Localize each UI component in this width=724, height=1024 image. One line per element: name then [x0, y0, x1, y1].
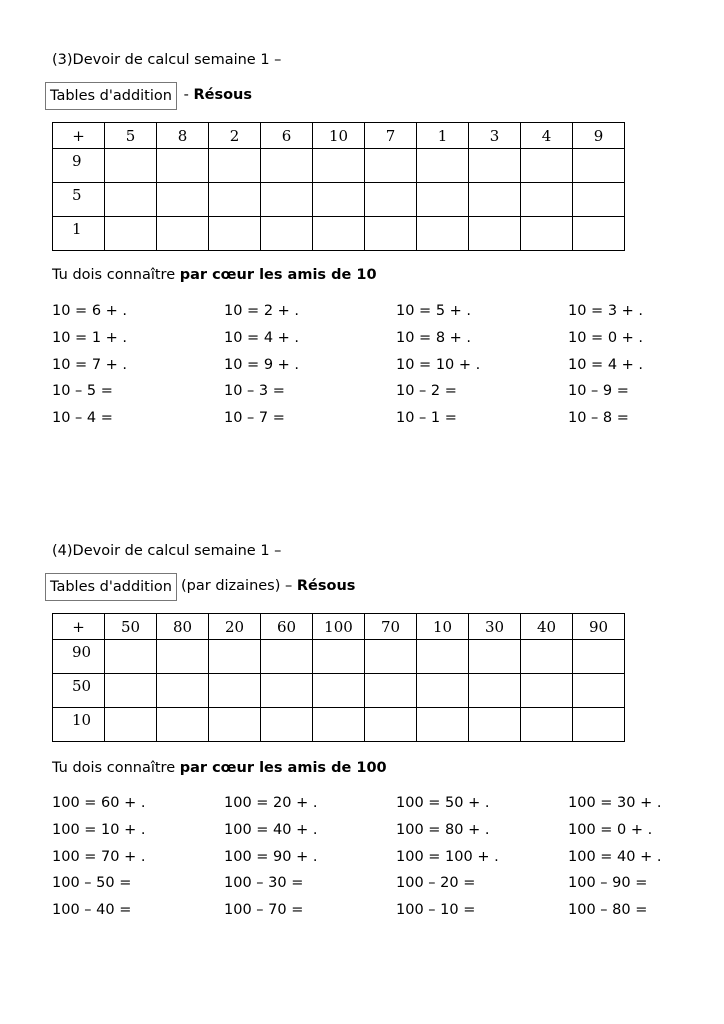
exercise-item: 100 = 10 + .: [52, 821, 146, 838]
table-corner-plus: +: [53, 614, 105, 640]
exercise-item: 100 = 50 + .: [396, 795, 490, 811]
answer-cell[interactable]: [209, 217, 261, 251]
section2-heading-line: [181, 578, 355, 594]
section1-addition-table: [52, 122, 625, 251]
section2-instruction-normal: Tu dois connaître: [52, 760, 180, 776]
table-column-header: 9: [573, 123, 625, 149]
exercise-item: 100 – 90 =: [568, 875, 648, 892]
exercise-item: 10 – 1 =: [396, 410, 457, 427]
answer-cell[interactable]: [209, 183, 261, 217]
exercise-item: 100 = 60 + .: [52, 795, 146, 811]
section2-boxed-label: Tables d'addition: [45, 573, 177, 601]
table-row: [53, 708, 625, 742]
exercise-item: 10 – 3 =: [224, 383, 285, 400]
table-column-header: 7: [365, 123, 417, 149]
answer-cell[interactable]: [261, 674, 313, 708]
exercise-item: 10 = 4 + .: [568, 356, 644, 373]
section1-title: (3)Devoir de calcul semaine 1 –: [52, 52, 282, 68]
table-column-header: 40: [521, 614, 573, 640]
table-row-header: 50: [53, 674, 105, 708]
answer-cell[interactable]: [157, 674, 209, 708]
answer-cell[interactable]: [469, 217, 521, 251]
exercise-item: 10 = 1 + .: [52, 329, 128, 346]
exercise-item: 10 = 10 + .: [396, 356, 481, 373]
exercise-item: 100 = 70 + .: [52, 848, 146, 865]
exercise-item: 10 = 6 + .: [52, 303, 128, 319]
answer-cell[interactable]: [469, 183, 521, 217]
answer-cell[interactable]: [573, 640, 625, 674]
table-column-header: 1: [417, 123, 469, 149]
answer-cell[interactable]: [209, 708, 261, 742]
answer-cell[interactable]: [261, 149, 313, 183]
answer-cell[interactable]: [469, 640, 521, 674]
answer-cell[interactable]: [105, 708, 157, 742]
answer-cell[interactable]: [157, 149, 209, 183]
table-row-header: 10: [53, 708, 105, 742]
exercise-item: 100 = 90 + .: [224, 848, 318, 865]
exercise-item: 10 – 9 =: [568, 383, 629, 400]
table-corner-plus: +: [53, 123, 105, 149]
exercise-item: 10 = 0 + .: [568, 329, 644, 346]
exercise-item: 100 = 40 + .: [568, 848, 662, 865]
section2-instruction: [52, 760, 387, 776]
answer-cell[interactable]: [521, 183, 573, 217]
exercise-item: 100 – 10 =: [396, 902, 476, 919]
exercise-item: 100 = 40 + .: [224, 821, 318, 838]
table-row-header: 90: [53, 640, 105, 674]
answer-cell[interactable]: [573, 149, 625, 183]
answer-cell[interactable]: [417, 217, 469, 251]
exercise-item: 100 – 20 =: [396, 875, 476, 892]
answer-cell[interactable]: [261, 708, 313, 742]
section1-instruction-normal: Tu dois connaître: [52, 267, 180, 283]
table-column-header: 2: [209, 123, 261, 149]
exercise-item: 100 – 70 =: [224, 902, 304, 919]
answer-cell[interactable]: [105, 217, 157, 251]
table-column-header: 5: [105, 123, 157, 149]
table-column-header: 90: [573, 614, 625, 640]
answer-cell[interactable]: [313, 640, 365, 674]
answer-cell[interactable]: [105, 640, 157, 674]
exercise-item: 10 – 2 =: [396, 383, 457, 400]
answer-cell[interactable]: [105, 183, 157, 217]
answer-cell[interactable]: [365, 217, 417, 251]
answer-cell[interactable]: [105, 674, 157, 708]
answer-cell[interactable]: [573, 708, 625, 742]
exercise-item: 100 – 50 =: [52, 875, 132, 892]
section2-bold-text: Résous: [296, 578, 356, 594]
section1-instruction-bold: par cœur les amis de 10: [179, 267, 377, 283]
section1-bold-text: Résous: [193, 87, 252, 103]
answer-cell[interactable]: [469, 149, 521, 183]
answer-cell[interactable]: [573, 217, 625, 251]
section2-addition-table: [52, 613, 625, 742]
exercise-item: 10 – 8 =: [568, 410, 629, 427]
answer-cell[interactable]: [313, 708, 365, 742]
answer-cell[interactable]: [365, 708, 417, 742]
exercise-item: 10 = 8 + .: [396, 329, 472, 346]
answer-cell[interactable]: [261, 183, 313, 217]
exercise-item: 100 – 30 =: [224, 875, 304, 892]
answer-cell[interactable]: [157, 217, 209, 251]
answer-cell[interactable]: [521, 149, 573, 183]
exercise-item: 10 = 3 + .: [568, 303, 644, 319]
answer-cell[interactable]: [417, 183, 469, 217]
table-column-header: 80: [157, 614, 209, 640]
answer-cell[interactable]: [469, 674, 521, 708]
answer-cell[interactable]: [365, 674, 417, 708]
exercise-item: 10 = 7 + .: [52, 356, 128, 373]
answer-cell[interactable]: [313, 183, 365, 217]
table-row-header: 9: [53, 149, 105, 183]
answer-cell[interactable]: [261, 640, 313, 674]
answer-cell[interactable]: [261, 217, 313, 251]
table-column-header: 10: [313, 123, 365, 149]
exercise-item: 10 – 4 =: [52, 410, 113, 427]
exercise-item: 10 = 4 + .: [224, 329, 300, 346]
answer-cell[interactable]: [573, 183, 625, 217]
table-row: [53, 149, 625, 183]
table-column-header: 20: [209, 614, 261, 640]
section2-title: (4)Devoir de calcul semaine 1 –: [52, 543, 282, 559]
table-column-header: 8: [157, 123, 209, 149]
answer-cell[interactable]: [209, 674, 261, 708]
table-column-header: 50: [105, 614, 157, 640]
answer-cell[interactable]: [157, 708, 209, 742]
exercise-item: 10 – 7 =: [224, 410, 285, 427]
answer-cell[interactable]: [417, 674, 469, 708]
exercise-item: 100 = 0 + .: [568, 821, 653, 838]
exercise-item: 100 – 80 =: [568, 902, 648, 919]
answer-cell[interactable]: [417, 640, 469, 674]
answer-cell[interactable]: [157, 183, 209, 217]
section2-instruction-bold: par cœur les amis de 100: [179, 760, 387, 776]
exercise-item: 100 = 80 + .: [396, 821, 490, 838]
answer-cell[interactable]: [521, 708, 573, 742]
exercise-item: 100 – 40 =: [52, 902, 132, 919]
section2-mid-text: (par dizaines) –: [181, 578, 297, 594]
section1-mid-text: -: [179, 87, 194, 103]
answer-cell[interactable]: [365, 183, 417, 217]
answer-cell[interactable]: [313, 217, 365, 251]
table-column-header: 6: [261, 123, 313, 149]
section1-instruction: [52, 267, 377, 283]
answer-cell[interactable]: [105, 149, 157, 183]
answer-cell[interactable]: [157, 640, 209, 674]
table-row: [53, 183, 625, 217]
table-column-header: 3: [469, 123, 521, 149]
answer-cell[interactable]: [209, 640, 261, 674]
answer-cell[interactable]: [521, 640, 573, 674]
table-column-header: 60: [261, 614, 313, 640]
exercise-item: 10 – 5 =: [52, 383, 113, 400]
table-row-header: 1: [53, 217, 105, 251]
table-row: [53, 217, 625, 251]
exercise-item: 100 = 100 + .: [396, 848, 499, 865]
answer-cell[interactable]: [365, 640, 417, 674]
answer-cell[interactable]: [417, 708, 469, 742]
answer-cell[interactable]: [365, 149, 417, 183]
exercise-item: 10 = 5 + .: [396, 303, 472, 319]
exercise-item: 100 = 30 + .: [568, 795, 662, 811]
exercise-item: 10 = 2 + .: [224, 303, 300, 319]
table-row: [53, 674, 625, 708]
table-row: [53, 640, 625, 674]
answer-cell[interactable]: [521, 674, 573, 708]
table-row-header: 5: [53, 183, 105, 217]
answer-cell[interactable]: [209, 149, 261, 183]
table-column-header: 100: [313, 614, 365, 640]
exercise-item: 10 = 9 + .: [224, 356, 300, 373]
section1-heading-line: [179, 87, 252, 103]
table-column-header: 10: [417, 614, 469, 640]
answer-cell[interactable]: [469, 708, 521, 742]
answer-cell[interactable]: [313, 149, 365, 183]
table-column-header: 30: [469, 614, 521, 640]
answer-cell[interactable]: [521, 217, 573, 251]
answer-cell[interactable]: [573, 674, 625, 708]
table-column-header: 4: [521, 123, 573, 149]
section1-boxed-label: Tables d'addition: [45, 82, 177, 110]
answer-cell[interactable]: [417, 149, 469, 183]
answer-cell[interactable]: [313, 674, 365, 708]
exercise-item: 100 = 20 + .: [224, 795, 318, 811]
table-column-header: 70: [365, 614, 417, 640]
